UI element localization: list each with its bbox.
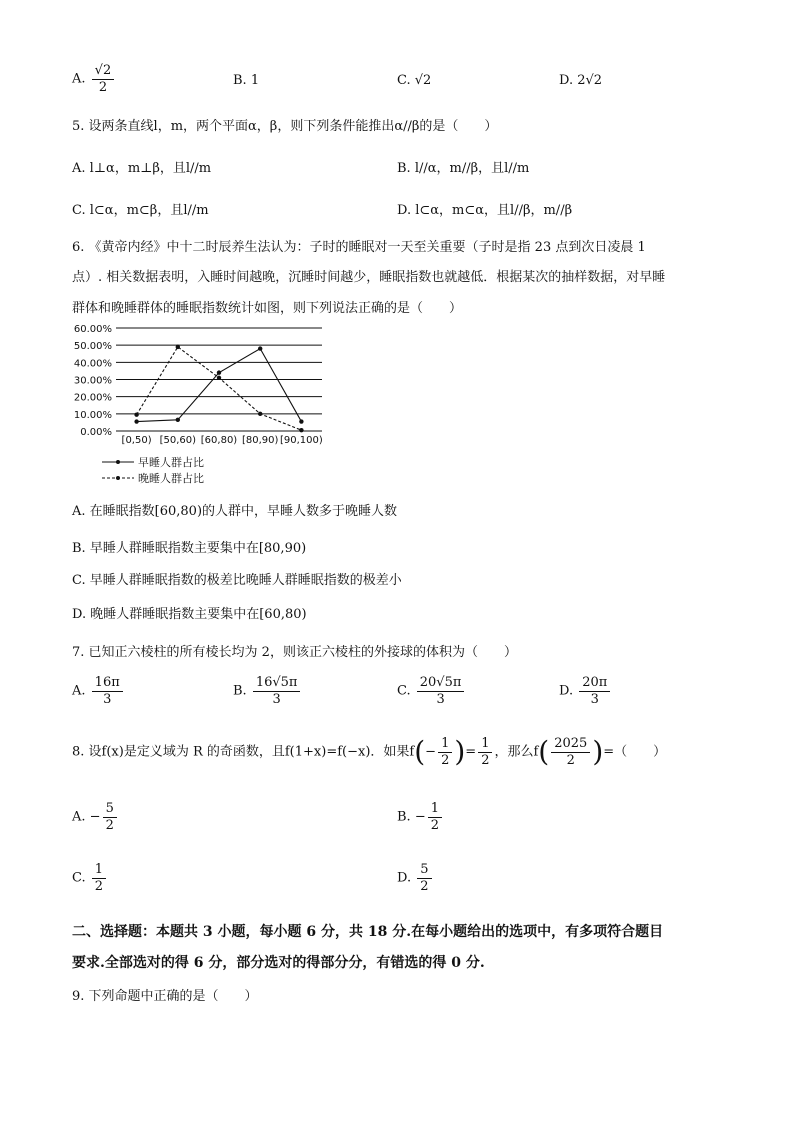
fraction: $\frac{1}{2}$ (438, 737, 452, 767)
q4-option-c[interactable]: C. √2 (397, 73, 432, 88)
right-paren: ) (592, 735, 604, 769)
fraction: $\frac{16√5\pi}{3}$ (253, 676, 301, 706)
q5-option-c[interactable]: C. l⊂α，m⊂β，且l//m (72, 203, 209, 218)
legend-label: 早睡人群占比 (138, 456, 204, 469)
series-line-1 (137, 347, 302, 430)
q4-option-a[interactable]: A. $\frac{√2}{2}$ (72, 64, 116, 94)
fraction: $\frac{2025}{2}$ (551, 737, 590, 767)
q7-option-b[interactable]: B. $\frac{16√5\pi}{3}$ (233, 676, 302, 706)
sleep-index-chart (68, 320, 338, 490)
x-tick-label: [60,80) (200, 435, 238, 446)
legend-marker (116, 460, 120, 464)
fraction: $\frac{1}{2}$ (92, 863, 106, 893)
q6-stem-line2: 点）. 相关数据表明，入睡时间越晚，沉睡时间越少，睡眠指数也就越低．根据某次的抽样数据，对早睡 (72, 270, 666, 285)
fraction: $\frac{5}{2}$ (103, 802, 117, 832)
data-point (217, 376, 221, 380)
q6-stem-line3: 群体和晚睡群体的睡眠指数统计如图，则下列说法正确的是（ ） (72, 301, 463, 316)
q4-option-d[interactable]: D. 2√2 (559, 73, 603, 88)
q7-option-c[interactable]: C. $\frac{20√5\pi}{3}$ (397, 676, 466, 706)
q8-option-a[interactable]: A. − $\frac{5}{2}$ (72, 802, 119, 832)
y-tick-label: 40.00% (73, 358, 112, 370)
q8-stem: 8. 设f(x)是定义域为 R 的奇函数，且f(1+x)=f(−x)．如果f(− $\frac{1}{2}$ )= $\frac{1}{2}$ ，那么f( $\frac{2025}{2}$ )=（ ） (72, 735, 667, 769)
chart-legend (102, 455, 204, 485)
q5-option-d[interactable]: D. l⊂α，m⊂α，且l//β，m//β (397, 203, 573, 218)
data-point (258, 412, 262, 416)
q5-option-a[interactable]: A. l⊥α，m⊥β，且l//m (72, 161, 212, 176)
q8-option-b[interactable]: B. − $\frac{1}{2}$ (397, 802, 444, 832)
q4-option-b[interactable]: B. 1 (233, 73, 260, 88)
fraction: $\frac{√2}{2}$ (92, 64, 115, 94)
q6-option-d[interactable]: D. 晚睡人群睡眠指数主要集中在[60,80) (72, 607, 307, 622)
q6-stem-line1: 6. 《黄帝内经》中十二时辰养生法认为：子时的睡眠对一天至关重要（子时是指 23 点到次日凌晨 1 (72, 240, 646, 255)
x-tick-label: [50,60) (159, 435, 197, 446)
x-tick-label: [0,50) (121, 435, 152, 446)
section2-heading-line1: 二、选择题：本题共 3 小题，每小题 6 分，共 18 分.在每小题给出的选项中，有多项符合题目 (72, 924, 664, 940)
fraction: $\frac{1}{2}$ (478, 737, 492, 767)
data-point (217, 370, 221, 374)
q5-stem: 5. 设两条直线l，m，两个平面α，β，则下列条件能推出α//β的是（ ） (72, 119, 498, 134)
y-tick-label: 60.00% (73, 324, 112, 335)
series-line-0 (137, 349, 302, 422)
legend-label: 晚睡人群占比 (138, 472, 204, 485)
fraction: $\frac{5}{2}$ (417, 863, 431, 893)
chart-y-tick-labels (74, 324, 112, 438)
data-point (258, 346, 262, 350)
q9-stem: 9. 下列命题中正确的是（ ） (72, 989, 258, 1004)
data-point (134, 419, 138, 423)
data-point (176, 345, 180, 349)
y-tick-label: 50.00% (73, 341, 112, 353)
legend-marker (116, 476, 120, 480)
y-tick-label: 10.00% (73, 409, 112, 421)
fraction: $\frac{20\pi}{3}$ (579, 676, 610, 706)
data-point (176, 418, 180, 422)
chart-x-tick-labels (122, 435, 323, 446)
data-point (134, 412, 138, 416)
right-paren: ) (454, 735, 466, 769)
q7-stem: 7. 已知正六棱柱的所有棱长均为 2，则该正六棱柱的外接球的体积为（ ） (72, 645, 517, 660)
left-paren: ( (414, 735, 426, 769)
q8-option-d[interactable]: D. $\frac{5}{2}$ (397, 863, 434, 893)
left-paren: ( (538, 735, 550, 769)
q7-option-a[interactable]: A. $\frac{16\pi}{3}$ (72, 676, 125, 706)
q6-option-c[interactable]: C. 早睡人群睡眠指数的极差比晚睡人群睡眠指数的极差小 (72, 573, 402, 588)
q8-option-c[interactable]: C. $\frac{1}{2}$ (72, 863, 108, 893)
y-tick-label: 0.00% (80, 427, 112, 438)
data-point (299, 419, 303, 423)
y-tick-label: 20.00% (73, 392, 112, 404)
chart-series (134, 345, 303, 433)
section2-heading-line2: 要求.全部选对的得 6 分，部分选对的得部分分，有错选的得 0 分. (72, 955, 485, 971)
x-tick-label: [90,100) (280, 435, 323, 446)
fraction: $\frac{20√5\pi}{3}$ (417, 676, 465, 706)
fraction: $\frac{16\pi}{3}$ (92, 676, 123, 706)
fraction: $\frac{1}{2}$ (428, 802, 442, 832)
data-point (299, 428, 303, 432)
q7-option-d[interactable]: D. $\frac{20\pi}{3}$ (559, 676, 612, 706)
q6-option-b[interactable]: B. 早睡人群睡眠指数主要集中在[80,90) (72, 541, 307, 556)
q6-option-a[interactable]: A. 在睡眠指数[60,80)的人群中，早睡人数多于晚睡人数 (72, 504, 398, 519)
y-tick-label: 30.00% (73, 375, 112, 387)
x-tick-label: [80,90) (241, 435, 279, 446)
q5-option-b[interactable]: B. l//α，m//β，且l//m (397, 161, 530, 176)
